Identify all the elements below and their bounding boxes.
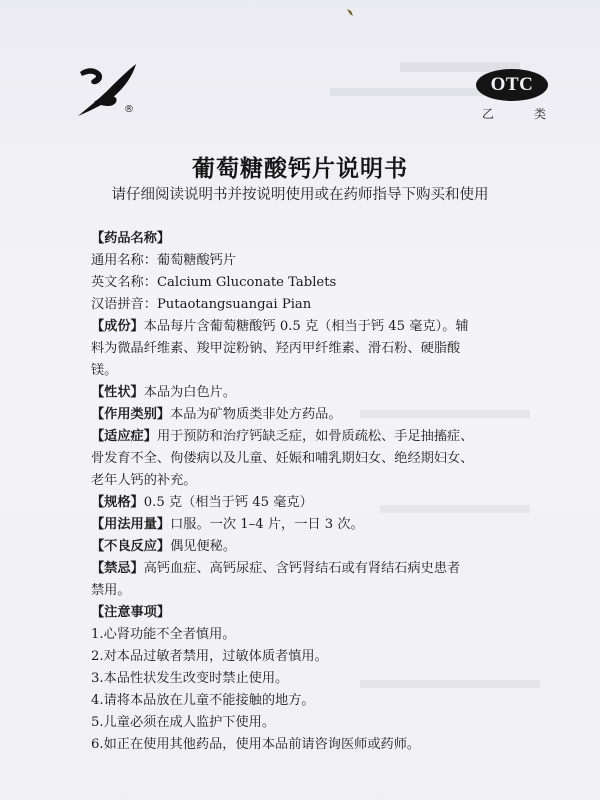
section-dosage	[91, 514, 543, 536]
section-heading: 【适应症】	[91, 429, 157, 444]
section-text-line: 料为微晶纤维素、羧甲淀粉钠、羟丙甲纤维素、滑石粉、硬脂酸	[91, 341, 461, 356]
registered-mark: ®	[124, 104, 134, 115]
field-value: 葡萄糖酸钙片	[156, 253, 237, 268]
section-specification	[91, 492, 543, 514]
section-heading: 【用法用量】	[91, 517, 171, 532]
section-heading: 【性状】	[91, 385, 144, 400]
precaution-item: 2.对本品过敏者禁用，过敏体质者慎用。	[91, 649, 328, 664]
document-subtitle: 请仔细阅读说明书并按说明使用或在药师指导下购买和使用	[111, 187, 489, 203]
otc-class	[482, 105, 546, 122]
section-text-line: 镁。	[91, 363, 118, 378]
precaution-item: 1.心肾功能不全者慎用。	[91, 627, 236, 642]
section-category	[91, 404, 543, 426]
precaution-item: 4.请将本品放在儿童不能接触的地方。	[91, 693, 315, 708]
otc-badge	[476, 69, 548, 101]
section-heading: 【不良反应】	[91, 539, 171, 554]
section-drug-name	[91, 228, 543, 250]
generic-name-row	[91, 250, 543, 272]
section-text: 本品为矿物质类非处方药品。	[170, 407, 342, 422]
section-text: 口服。一次 1–4 片，一日 3 次。	[170, 517, 364, 532]
section-heading: 【作用类别】	[91, 407, 171, 422]
section-adverse-reactions	[91, 536, 543, 558]
field-label: 通用名称：	[91, 253, 157, 268]
precaution-item: 5.儿童必须在成人监护下使用。	[91, 715, 276, 730]
section-text-line: 用于预防和治疗钙缺乏症，如骨质疏松、手足抽搐症、	[156, 429, 474, 444]
section-heading: 【药品名称】	[91, 231, 171, 246]
field-value: Putaotangsuangai Pian	[156, 297, 312, 312]
otc-label: OTC	[490, 74, 534, 95]
section-heading: 【注意事项】	[91, 605, 171, 620]
section-text-line: 高钙血症、高钙尿症、含钙肾结石或有肾结石病史患者	[143, 561, 461, 576]
field-label: 汉语拼音：	[91, 297, 157, 312]
document-title: 葡萄糖酸钙片说明书	[192, 156, 408, 182]
section-heading: 【规格】	[91, 495, 144, 510]
section-character	[91, 382, 543, 404]
field-label: 英文名称：	[91, 275, 157, 290]
speck-mark	[346, 8, 354, 17]
pinyin-name-row	[91, 294, 543, 316]
section-precautions	[91, 602, 543, 624]
precaution-item: 6.如正在使用其他药品，使用本品前请咨询医师或药师。	[91, 737, 421, 752]
section-text: 偶见便秘。	[170, 539, 237, 554]
section-text-line: 禁用。	[91, 583, 131, 598]
english-name-row	[91, 272, 543, 294]
manufacturer-logo	[74, 60, 154, 122]
section-heading: 【禁忌】	[91, 561, 144, 576]
field-value: Calcium Gluconate Tablets	[156, 275, 337, 290]
section-text: 0.5 克（相当于钙 45 毫克）	[143, 495, 313, 510]
section-contraindications	[91, 558, 543, 602]
leaflet-body	[91, 228, 543, 756]
otc-class-char-1: 乙	[482, 107, 495, 121]
section-text: 本品为白色片。	[143, 385, 237, 400]
section-text-line: 老年人钙的补充。	[91, 473, 197, 488]
section-indications	[91, 426, 543, 492]
section-heading: 【成份】	[91, 319, 144, 334]
section-composition	[91, 316, 543, 382]
otc-class-char-2: 类	[533, 107, 546, 121]
section-text-line: 骨发育不全、佝偻病以及儿童、妊娠和哺乳期妇女、绝经期妇女、	[91, 451, 474, 466]
precaution-item: 3.本品性状发生改变时禁止使用。	[91, 671, 289, 686]
section-text-line: 本品每片含葡萄糖酸钙 0.5 克（相当于钙 45 毫克）。辅	[143, 319, 469, 334]
